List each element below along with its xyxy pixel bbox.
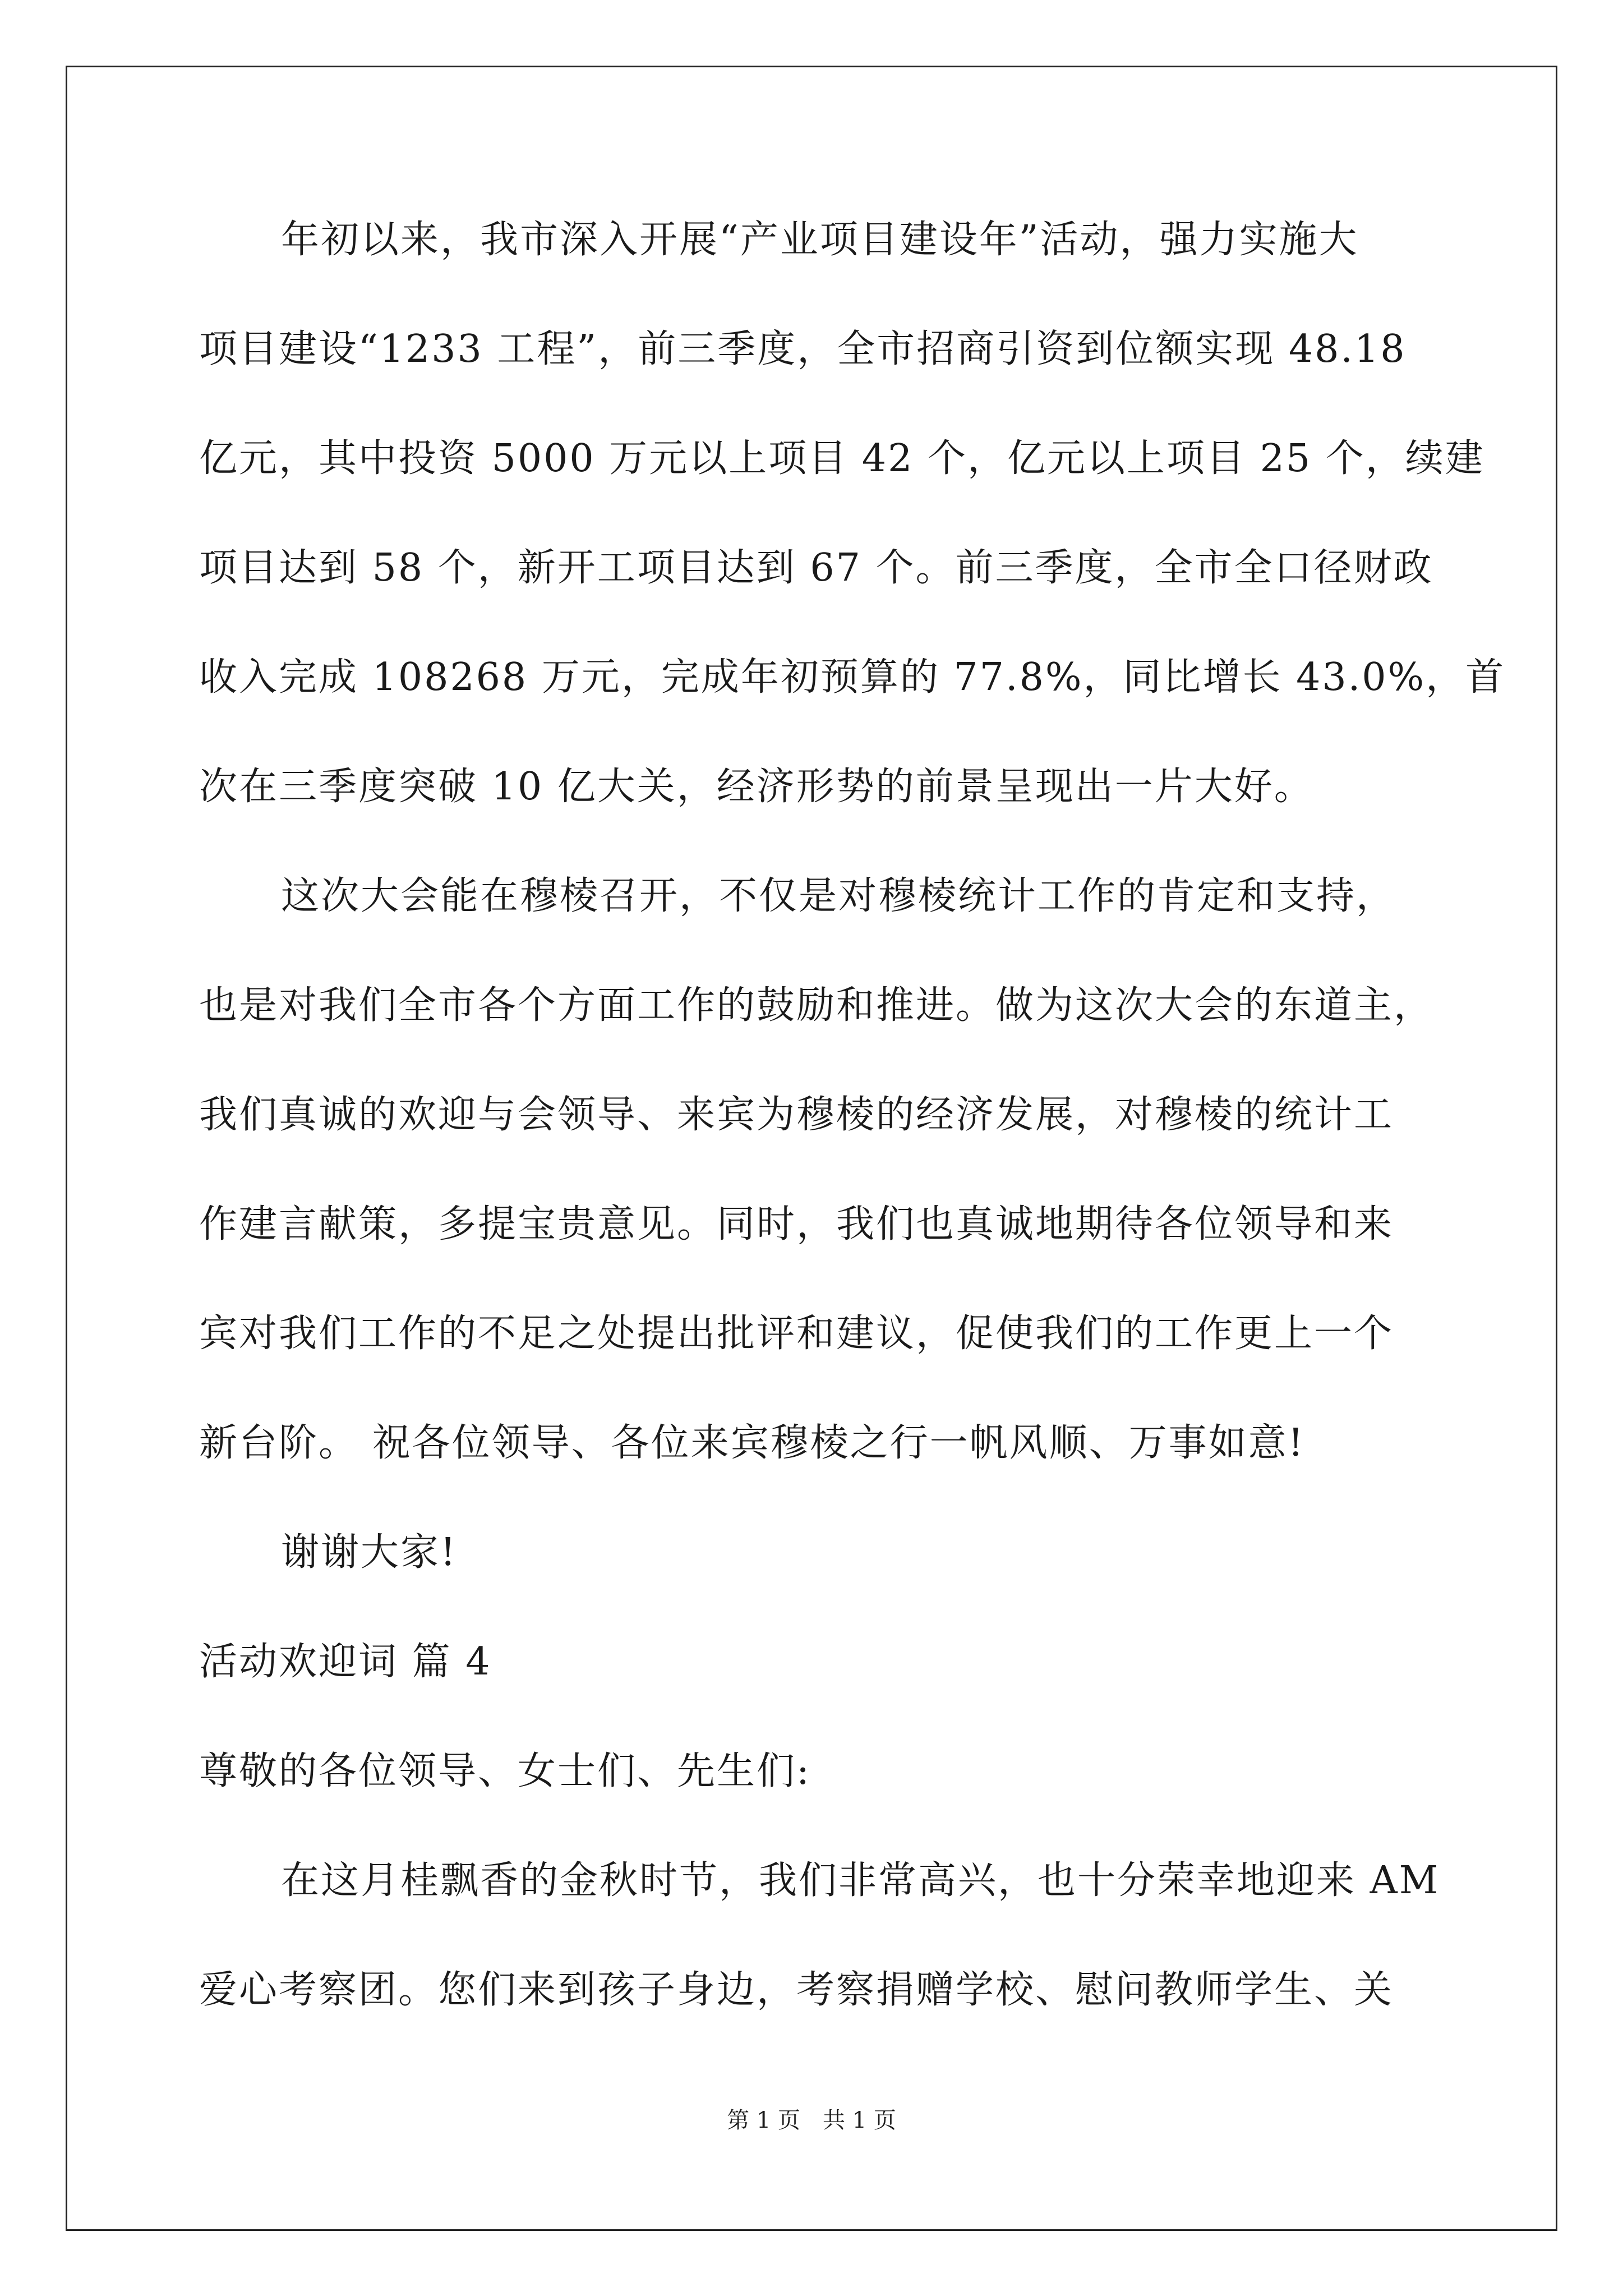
text-line: 我们真诚的欢迎与会领导、来宾为穆棱的经济发展，对穆棱的统计工 bbox=[199, 1093, 1394, 1137]
text-line: 作建言献策，多提宝贵意见。同时，我们也真诚地期待各位领导和来 bbox=[199, 1202, 1394, 1246]
text-line: 宾对我们工作的不足之处提出批评和建议，促使我们的工作更上一个 bbox=[199, 1312, 1394, 1356]
text-line: 爱心考察团。您们来到孩子身边，考察捐赠学校、慰问教师学生、关 bbox=[199, 1968, 1394, 2012]
text-line: 也是对我们全市各个方面工作的鼓励和推进。做为这次大会的东道主， bbox=[199, 983, 1434, 1028]
section-heading: 活动欢迎词 篇 4 bbox=[199, 1640, 492, 1684]
text-line: 在这月桂飘香的金秋时节，我们非常高兴，也十分荣幸地迎来 AM bbox=[281, 1858, 1440, 1903]
salutation: 尊敬的各位领导、女士们、先生们: bbox=[199, 1749, 811, 1793]
text-line: 亿元，其中投资 5000 万元以上项目 42 个，亿元以上项目 25 个，续建 bbox=[199, 436, 1485, 481]
text-line: 新台阶。 祝各位领导、各位来宾穆棱之行一帆风顺、万事如意! bbox=[199, 1421, 1305, 1465]
text-line: 年初以来，我市深入开展“产业项目建设年”活动，强力实施大 bbox=[281, 218, 1359, 262]
text-line: 项目建设“1233 工程”，前三季度，全市招商引资到位额实现 48.18 bbox=[199, 327, 1407, 371]
text-line: 次在三季度突破 10 亿大关，经济形势的前景呈现出一片大好。 bbox=[199, 765, 1314, 809]
text-line: 这次大会能在穆棱召开，不仅是对穆棱统计工作的肯定和支持， bbox=[281, 874, 1396, 918]
text-line: 收入完成 108268 万元，完成年初预算的 77.8%，同比增长 43.0%，首 bbox=[199, 655, 1506, 700]
page-number-footer: 第 1 页 共 1 页 bbox=[727, 2108, 896, 2133]
text-line: 项目达到 58 个，新开工项目达到 67 个。前三季度，全市全口径财政 bbox=[199, 546, 1433, 590]
text-line: 谢谢大家! bbox=[281, 1530, 458, 1575]
